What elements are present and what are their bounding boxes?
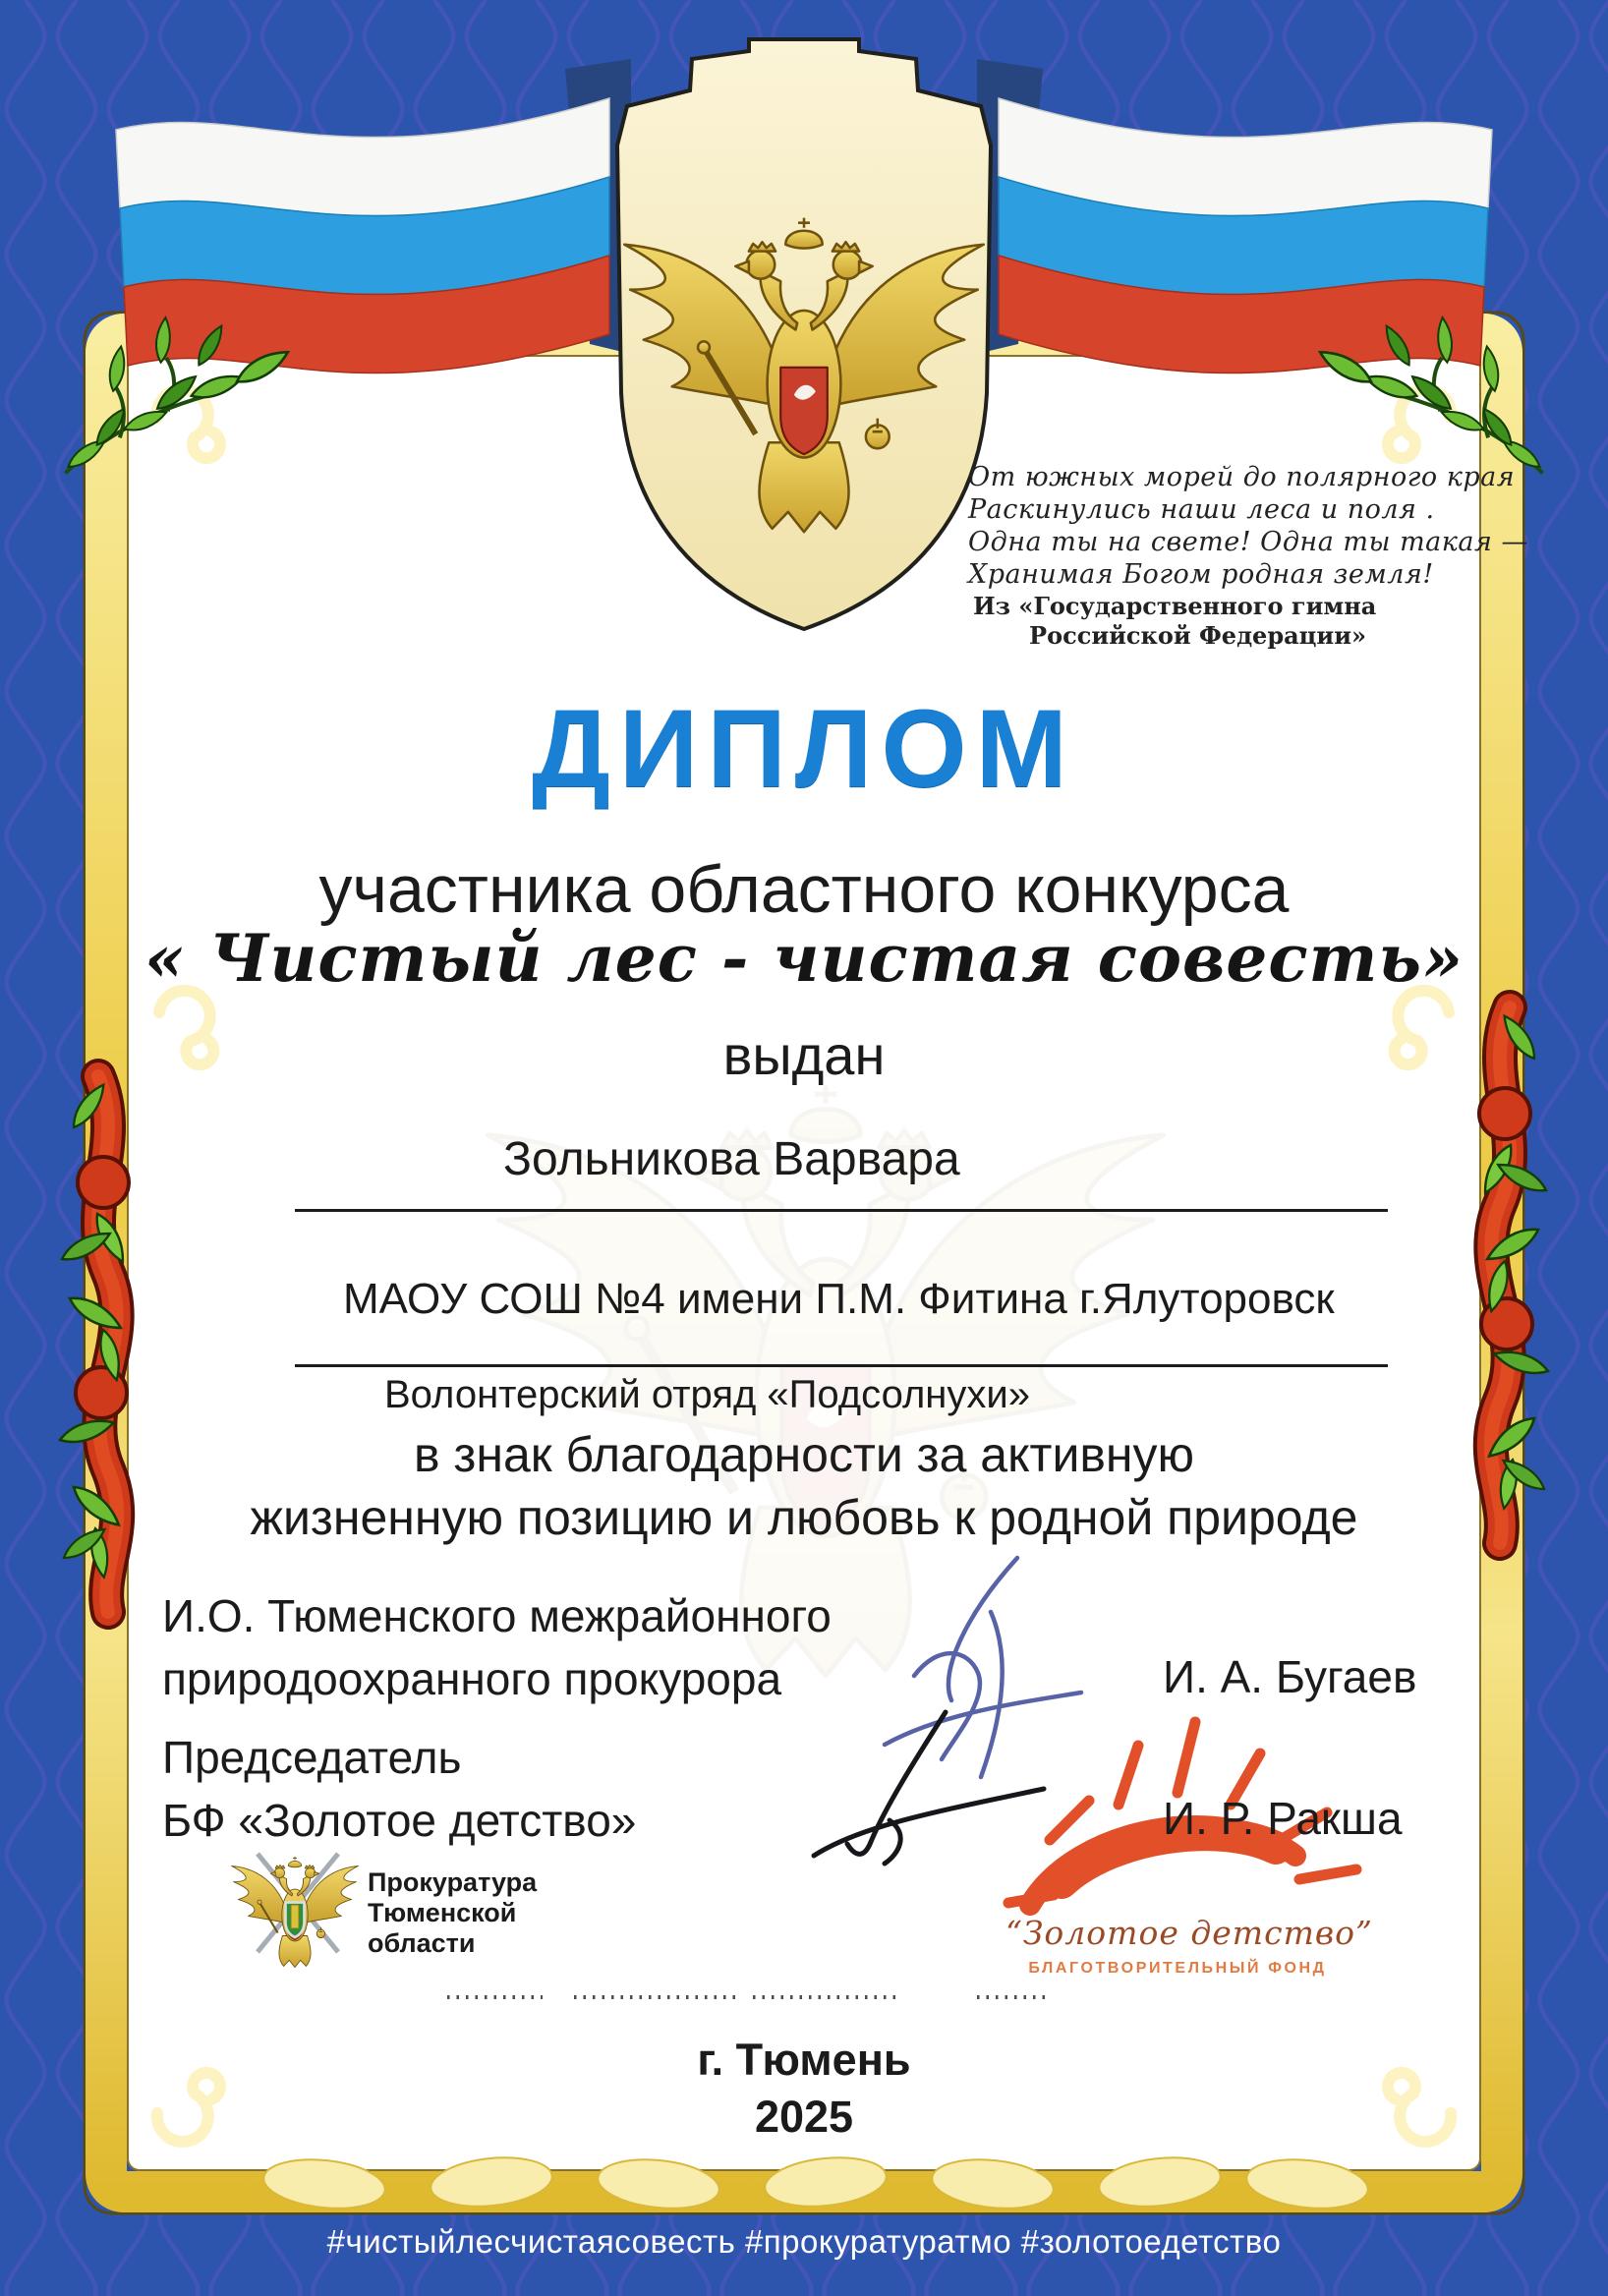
gratitude-line-2: жизненную позицию и любовь к родной природе [250,1490,1358,1545]
foundation-name: “Золотое детство” [1005,1914,1373,1952]
anthem-line-2: Раскинулись наши леса и поля . [968,494,1435,525]
school-name: МАОУ СОШ №4 имени П.М. Фитина г.Ялуторовск [343,1275,1335,1323]
prosecutor-signatory-name: И. А. Бугаев [1163,1651,1417,1702]
prosecutor-office-line-1: Прокуратура [368,1867,538,1897]
recipient-underline [295,1209,1388,1212]
anthem-attribution-line-2: Российской Федерации» [1029,621,1366,650]
chairman-role-line-1: Председатель [162,1732,462,1783]
gratitude-line-1: в знак благодарности за активную [413,1427,1195,1482]
foundation-type-label: БЛАГОТВОРИТЕЛЬНЫЙ ФОНД [1028,1960,1327,1977]
diploma-title: ДИПЛОМ [532,687,1076,810]
anthem-line-4: Хранимая Богом родная земля! [968,559,1434,590]
team-name: Волонтерский отряд «Подсолнухи» [384,1373,1030,1416]
issued-label: выдан [722,1024,886,1086]
chairman-role-line-2: БФ «Золотое детство» [162,1795,637,1846]
school-underline [295,1364,1388,1367]
hashtags-footer: #чистыйлесчистаясовесть #прокуратуратмо #золотоедетство [326,2223,1282,2260]
chairman-signatory-name: И. Р. Ракша [1163,1793,1403,1844]
anthem-line-3: Одна ты на свете! Одна ты такая — [968,527,1528,557]
russian-flag-left-icon [116,98,609,373]
prosecutor-office-line-2: Тюменской [368,1898,517,1927]
city-label: г. Тюмень [697,2035,911,2085]
prosecutor-role-line-2: природоохранного прокурора [162,1653,782,1704]
prosecutor-office-line-3: области [368,1928,476,1958]
contest-name: « Чистый лес - чистая совесть» [144,920,1464,997]
anthem-attribution-line-1: Из «Государственного гимна [973,592,1377,620]
diploma-subtitle: участника областного конкурса [318,852,1290,927]
anthem-line-1: От южных морей до полярного края [968,462,1516,492]
russian-flag-right-icon [999,98,1492,373]
prosecutor-role-line-1: И.О. Тюменского межрайонного [162,1590,832,1641]
year-label: 2025 [754,2092,854,2142]
prosecutor-office-label [368,1867,537,1959]
recipient-name: Зольникова Варвара [503,1133,960,1185]
